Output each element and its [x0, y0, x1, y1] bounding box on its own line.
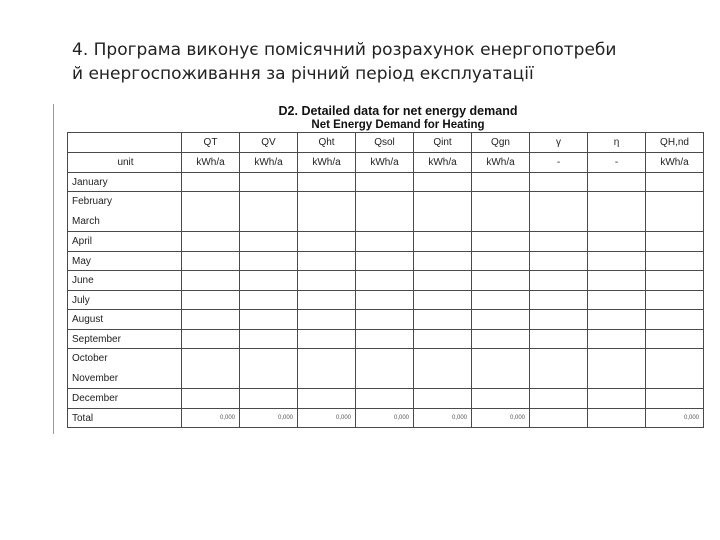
col-header: Qgn	[472, 133, 530, 153]
col-header: QH,nd	[646, 133, 704, 153]
unit-cell: kWh/a	[298, 153, 356, 173]
month-label: February	[72, 196, 113, 207]
total-cell	[530, 409, 588, 428]
total-cell	[588, 409, 646, 428]
left-divider	[53, 104, 54, 434]
total-cell: 0,000	[414, 409, 472, 428]
table-row	[68, 192, 704, 232]
total-cell: 0,000	[356, 409, 414, 428]
table-subheading: Net Energy Demand for Heating	[311, 119, 485, 131]
total-label: Total	[68, 409, 182, 428]
units-row	[68, 153, 704, 173]
header-row	[68, 133, 704, 153]
month-label: August	[68, 310, 182, 330]
month-label: January	[68, 173, 182, 192]
month-label: July	[68, 291, 182, 310]
table-row	[68, 349, 704, 389]
month-label: November	[72, 372, 119, 384]
month-label-group	[68, 192, 182, 232]
table-row	[68, 310, 704, 330]
unit-cell: -	[530, 153, 588, 173]
col-header: η	[588, 133, 646, 153]
unit-cell: kWh/a	[646, 153, 704, 173]
table-row	[68, 330, 704, 349]
month-label: May	[68, 252, 182, 271]
unit-cell: -	[588, 153, 646, 173]
energy-demand-table	[67, 132, 704, 428]
col-header: Qht	[298, 133, 356, 153]
month-label: September	[68, 330, 182, 349]
total-cell: 0,000	[472, 409, 530, 428]
month-label: March	[72, 215, 100, 227]
month-label: October	[72, 353, 108, 364]
table-row	[68, 271, 704, 291]
slide-title-line-1: 4. Програма виконує помісячний розрахунок енергопотреби	[72, 40, 617, 60]
total-cell: 0,000	[646, 409, 704, 428]
col-header: QV	[240, 133, 298, 153]
unit-cell: kWh/a	[356, 153, 414, 173]
col-header: Qsol	[356, 133, 414, 153]
slide-title	[72, 38, 672, 86]
table-heading: D2. Detailed data for net energy demand	[278, 104, 518, 118]
unit-cell: kWh/a	[182, 153, 240, 173]
month-label: April	[68, 232, 182, 252]
unit-label: unit	[68, 153, 182, 173]
unit-cell: kWh/a	[414, 153, 472, 173]
table-row	[68, 252, 704, 271]
table-row	[68, 389, 704, 409]
total-cell: 0,000	[240, 409, 298, 428]
col-header: QT	[182, 133, 240, 153]
month-label-group	[68, 349, 182, 389]
corner-cell	[68, 133, 182, 153]
total-cell: 0,000	[182, 409, 240, 428]
col-header: Qint	[414, 133, 472, 153]
col-header: γ	[530, 133, 588, 153]
unit-cell: kWh/a	[472, 153, 530, 173]
table-row	[68, 291, 704, 310]
total-cell: 0,000	[298, 409, 356, 428]
total-row	[68, 409, 704, 428]
month-label: December	[68, 389, 182, 409]
slide-title-line-2: й енергоспоживання за річний період експлуатації	[72, 64, 534, 84]
unit-cell: kWh/a	[240, 153, 298, 173]
table-caption	[240, 104, 556, 132]
table-row	[68, 232, 704, 252]
month-label: June	[68, 271, 182, 291]
table-row	[68, 173, 704, 192]
